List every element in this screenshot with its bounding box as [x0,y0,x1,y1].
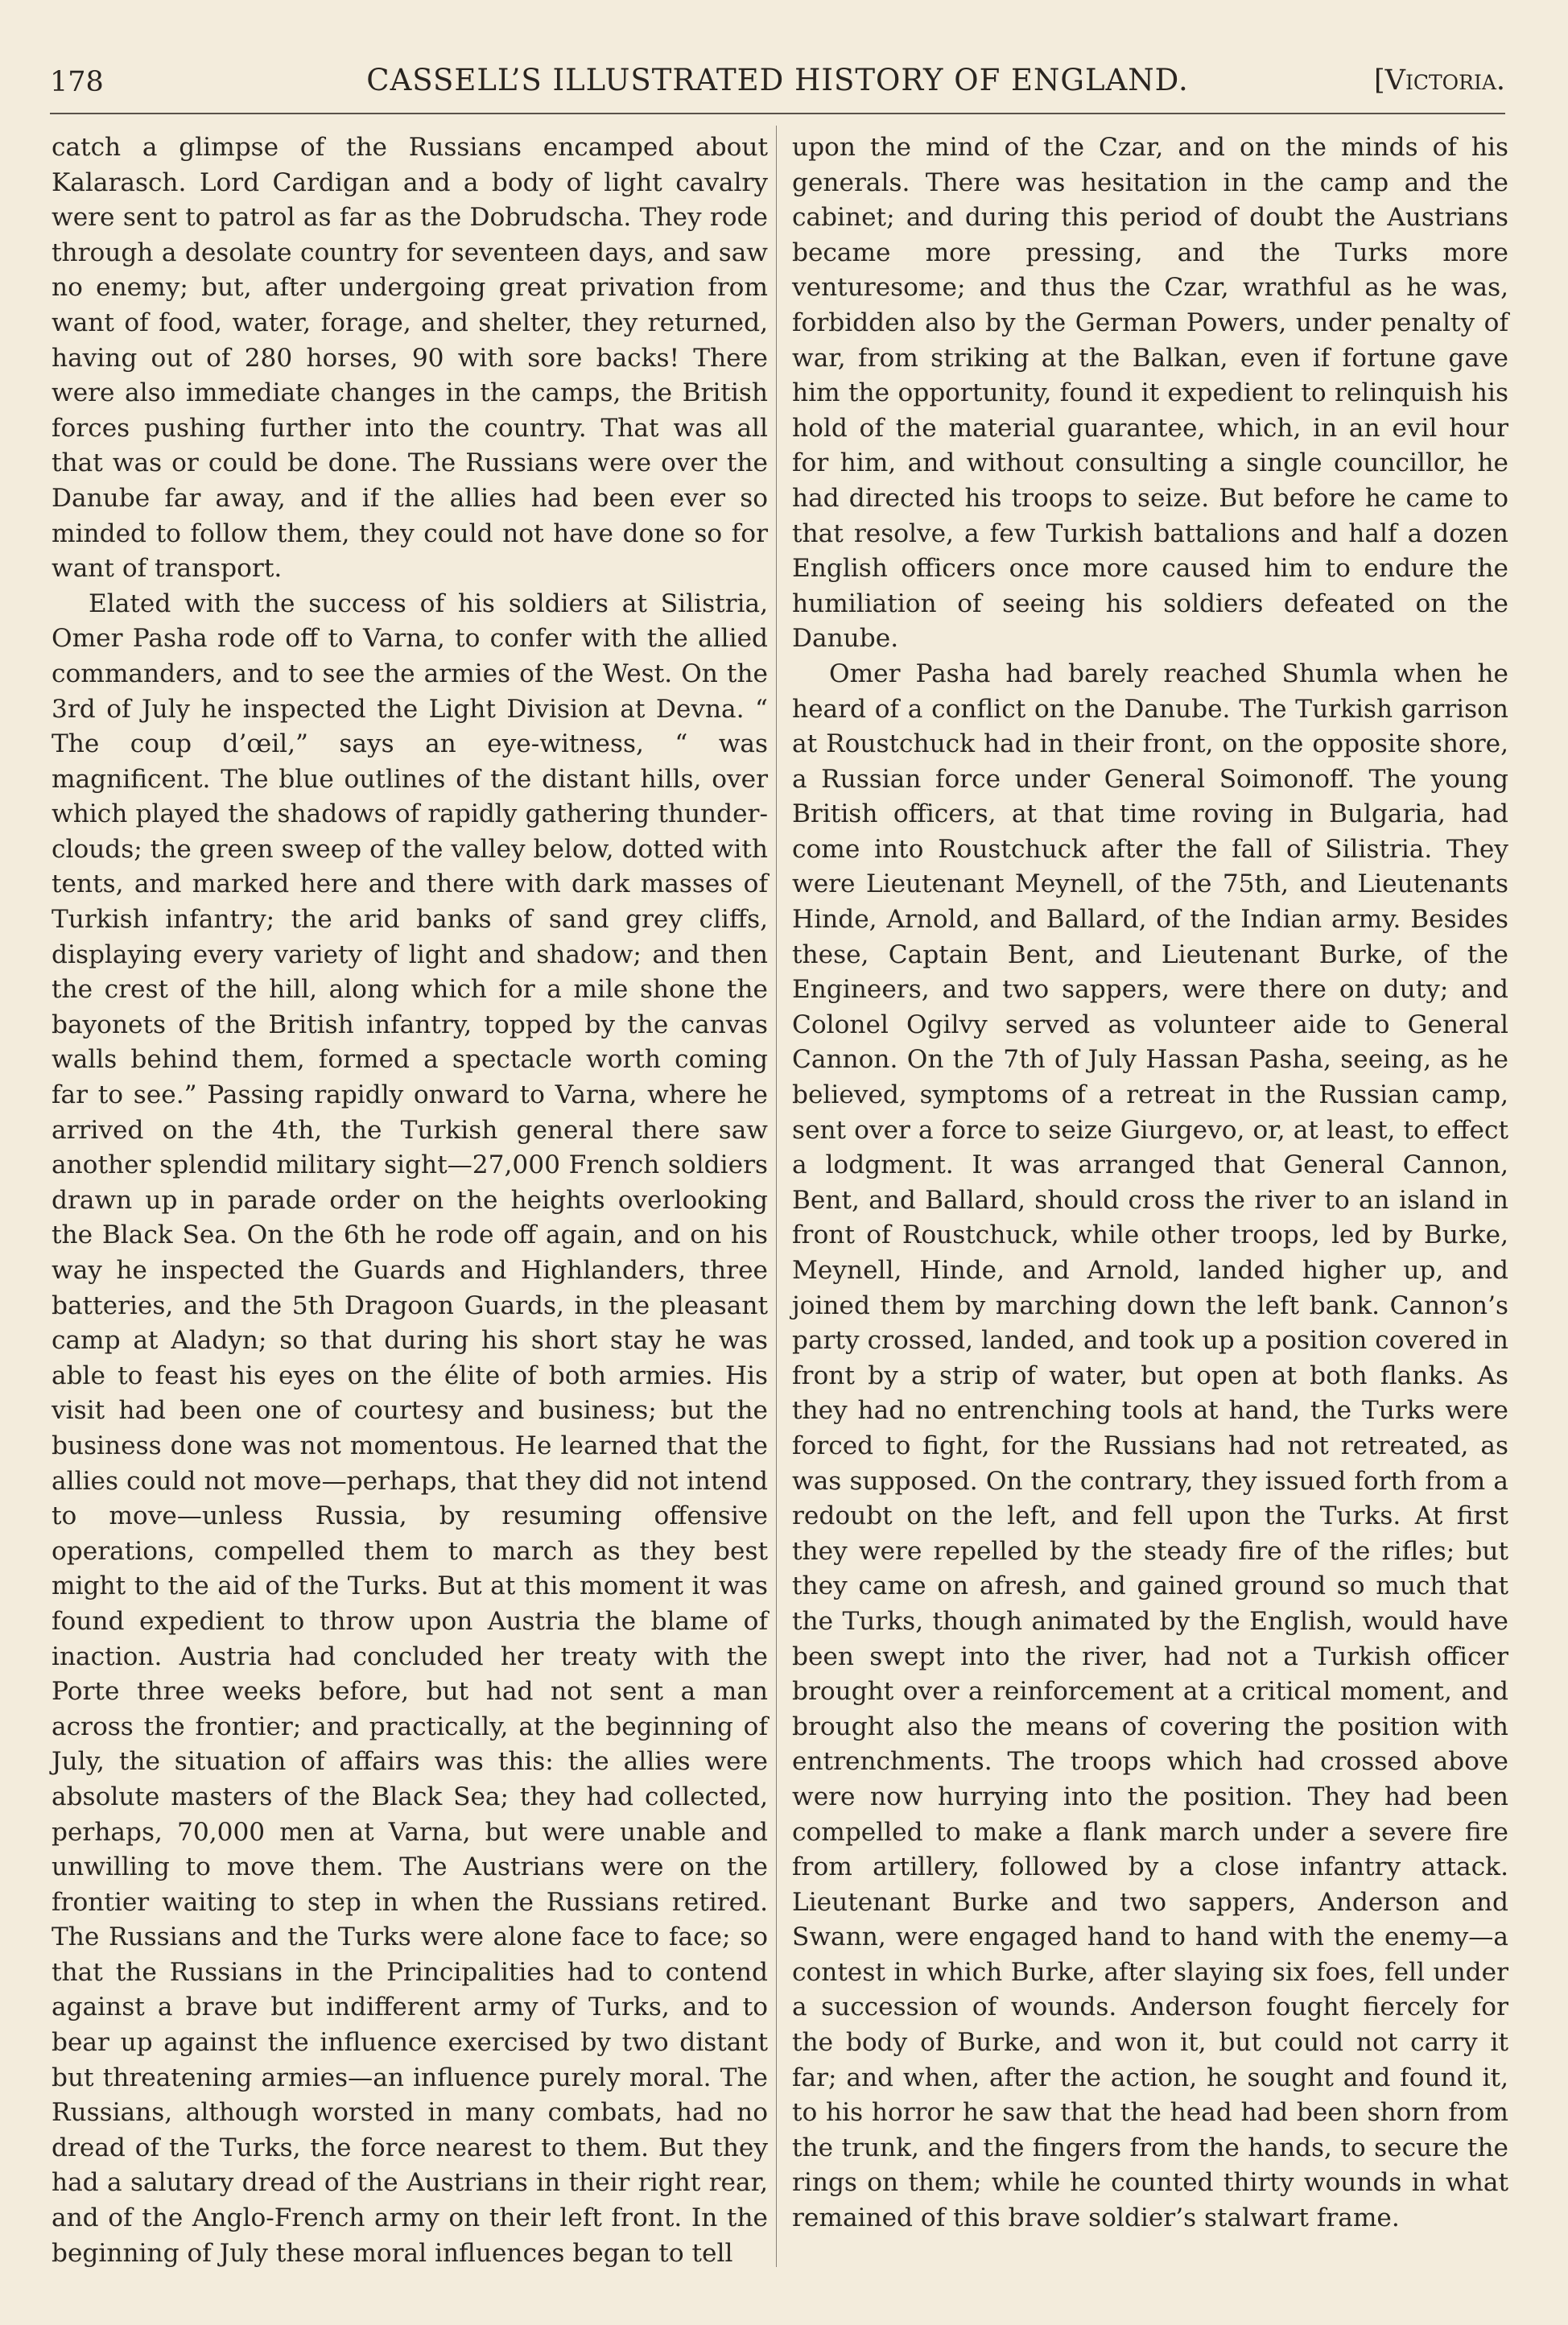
running-title: CASSELL’S ILLUSTRATED HISTORY OF ENGLAND. [366,63,1189,97]
page-number: 178 [50,66,104,98]
paragraph: catch a glimpse of the Russians encamped about Kalarasch. Lord Cardigan and a body of light cavalry were sent to patrol as far as the Dobrudscha. They rode through a desolate country for seventeen days, and saw no enemy; but, after undergoing great privation from want of food, water, forage, and shelter, they returned, having out of 280 horses, 90 with sore backs! There were also immediate changes in the camps, the British forces pushing further into the country. That was all that was or could be done. The Russians were over the Danube far away, and if the allies had been ever so minded to follow them, they could not have done so for want of transport. [52,133,768,584]
section-label: [Victoria. [1374,64,1505,97]
right-column [792,130,1508,2236]
column-divider [776,126,777,2267]
page-header [50,56,1505,108]
paragraph: upon the mind of the Czar, and on the minds of his generals. There was hesitation in the camp and the cabinet; and during this period of doubt the Austrians became more pressing, and the Turks more venturesome; and thus the Czar, wrathful as he was, forbidden also by the German Powers, under penalty of war, from striking at the Balkan, even if fortune gave him the opportunity, found it expedient to relinquish his hold of the material guarantee, which, in an evil hour for him, and without consulting a single councillor, he had directed his troops to seize. But before he came to that resolve, a few Turkish battalions and half a dozen English officers once more caused him to endure the humiliation of seeing his soldiers defeated on the Danube. [792,133,1508,654]
paragraph: Elated with the success of his soldiers at Silistria, Omer Pasha rode off to Varna, to confer with the allied commanders, and to see the armies of the West. On the 3rd of July he inspected the Light Division at Devna. “ The coup d’œil,” says an eye-witness, “ was magnificent. The blue outlines of the distant hills, over which played the shadows of rapidly gathering thunder-clouds; the green sweep of the valley below, dotted with tents, and marked here and there with dark masses of Turkish infantry; the arid banks of sand grey cliffs, displaying every variety of light and shadow; and then the crest of the hill, along which for a mile shone the bayonets of the British infantry, topped by the canvas walls behind them, formed a spectacle worth coming far to see.” Passing rapidly onward to Varna, where he arrived on the 4th, the Turkish general there saw another splendid military sight—27,000 French soldiers drawn up in parade order on the heights overlooking the Black Sea. On the 6th he rode off again, and on his way he inspected the Guards and Highlanders, three batteries, and the 5th Dragoon Guards, in the pleasant camp at Aladyn; so that during his short stay he was able to feast his eyes on the élite of both armies. His visit had been one of courtesy and business; but the business done was not momentous. He learned that the allies could not move—perhaps, that they did not intend to move—unless Russia, by resuming offensive operations, compelled them to march as they best might to the aid of the Turks. But at this moment it was found expedient to throw upon Austria the blame of inaction. Austria had concluded her treaty with the Porte three weeks before, but had not sent a man across the frontier; and practically, at the beginning of July, the situation of affairs was this: the allies were absolute masters of the Black Sea; they had collected, perhaps, 70,000 men at Varna, but were unable and unwilling to move them. The Austrians were on the frontier waiting to step in when the Russians retired. The Russians and the Turks were alone face to face; so that the Russians in the Principalities had to contend against a brave but indifferent army of Turks, and to bear up against the influence exercised by two distant but threatening armies—an influence purely moral. The Russians, although worsted in many combats, had no dread of the Turks, the force nearest to them. But they had a salutary dread of the Austrians in their right rear, and of the Anglo-French army on their left front. In the beginning of July these moral influences began to tell [52,588,768,2268]
left-column [52,130,768,2271]
paragraph: Omer Pasha had barely reached Shumla when he heard of a conflict on the Danube. The Turkish garrison at Roustchuck had in their front, on the opposite shore, a Russian force under General Soimonoff. The young British officers, at that time roving in Bulgaria, had come into Roustchuck after the fall of Silistria. They were Lieutenant Meynell, of the 75th, and Lieutenants Hinde, Arnold, and Ballard, of the Indian army. Besides these, Captain Bent, and Lieutenant Burke, of the Engineers, and two sappers, were there on duty; and Colonel Ogilvy served as volunteer aide to General Cannon. On the 7th of July Hassan Pasha, seeing, as he believed, symptoms of a retreat in the Russian camp, sent over a force to seize Giurgevo, or, at least, to effect a lodgment. It was arranged that General Cannon, Bent, and Ballard, should cross the river to an island in front of Roustchuck, while other troops, led by Burke, Meynell, Hinde, and Arnold, landed higher up, and joined them by marching down the left bank. Cannon’s party crossed, landed, and took up a position covered in front by a strip of water, but open at both flanks. As they had no entrenching tools at hand, the Turks were forced to fight, for the Russians had not retreated, as was supposed. On the contrary, they issued forth from a redoubt on the left, and fell upon the Turks. At first they were repelled by the steady fire of the rifles; but they came on afresh, and gained ground so much that the Turks, though animated by the English, would have been swept into the river, had not a Turkish officer brought over a reinforcement at a critical moment, and brought also the means of covering the position with entrenchments. The troops which had crossed above were now hurrying into the position. They had been compelled to make a flank march under a severe fire from artillery, followed by a close infantry attack. Lieutenant Burke and two sappers, Anderson and Swann, were engaged hand to hand with the enemy—a contest in which Burke, after slaying six foes, fell under a succession of wounds. Anderson fought fiercely for the body of Burke, and won it, but could not carry it far; and when, after the action, he sought and found it, to his horror he saw that the head had been shorn from the trunk, and the fingers from the hands, to secure the rings on them; while he counted thirty wounds in what remained of this brave soldier’s stalwart frame. [792,659,1508,2233]
header-rule [50,113,1505,114]
